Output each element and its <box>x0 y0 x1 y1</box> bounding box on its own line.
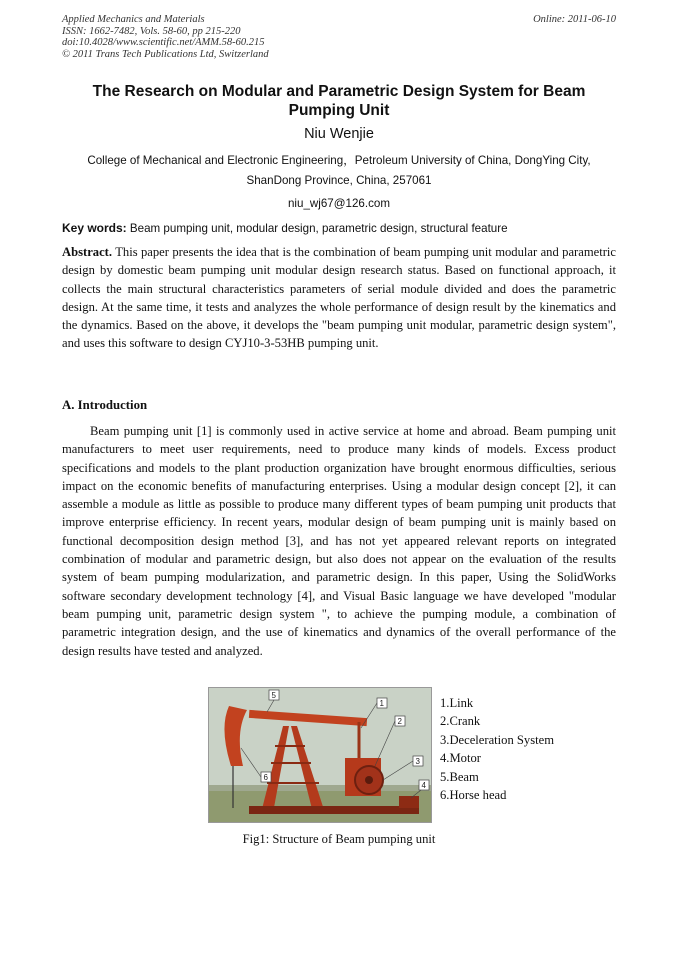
pumping-unit-illustration <box>209 688 431 822</box>
legend-item: 4.Motor <box>440 751 481 766</box>
abstract-text: This paper presents the idea that is the combination of beam pumping unit modular and parametric design by domestic beam pumping unit modular design research status. Based on functional approach, it collects the main structural characteristics parameters of serial module divided and does the parametric design. At the same time, it tests and analyzes the whole performance of design result by the kinematics and the dynamics. Based on the above, it develops the "beam pumping unit modular, parametric design system", and uses this software to design CYJ10-3-53HB pumping unit. <box>62 245 617 351</box>
keywords <box>62 221 616 235</box>
legend-item: 3.Deceleration System <box>440 732 555 747</box>
keywords-text: Beam pumping unit, modular design, parametric design, structural feature <box>129 222 508 235</box>
abstract <box>62 243 616 353</box>
legend-item: 2.Crank <box>440 714 481 729</box>
section-heading-introduction: A. Introduction <box>62 398 148 412</box>
callout-2: 2 <box>397 717 402 726</box>
affiliation: College of Mechanical and Electronic Engineering，Petroleum University of China, DongYing City, ShanDong Province, China, 257061 <box>87 154 591 187</box>
online-date: Online: 2011-06-10 <box>533 14 616 25</box>
copyright-line: © 2011 Trans Tech Publications Ltd, Switzerland <box>62 48 269 60</box>
callout-4: 4 <box>421 781 426 790</box>
abstract-label: Abstract. <box>62 245 113 259</box>
pumping-unit-photo <box>208 687 432 823</box>
journal-name: Applied Mechanics and Materials <box>62 14 205 25</box>
callout-6: 6 <box>263 773 268 782</box>
author-name: Niu Wenjie <box>304 126 374 142</box>
figure-legend <box>440 694 554 804</box>
legend-item: 1.Link <box>440 696 474 710</box>
journal-meta <box>62 14 269 60</box>
callout-5: 5 <box>271 691 276 700</box>
callout-1: 1 <box>379 699 384 708</box>
paper-title: The Research on Modular and Parametric Design System for Beam Pumping Unit <box>92 83 586 119</box>
figure-caption: Fig1: Structure of Beam pumping unit <box>242 832 436 846</box>
author-email[interactable]: niu_wj67@126.com <box>287 197 390 210</box>
legend-item: 6.Horse head <box>440 788 507 803</box>
issn-line: ISSN: 1662-7482, Vols. 58-60, pp 215-220 <box>62 25 241 37</box>
keywords-label: Key words: <box>62 221 127 235</box>
introduction-text: Beam pumping unit [1] is commonly used in active service at home and abroad. Beam pumping unit manufacturers to meet user requirements, need to produce many kinds of models. Excess product specifications and models to the plant production organization have brought enormous difficulties, serious impact on the economic benefits of manufacturing enterprises. Using a modular design concept [2], it can assemble a module as little as possible to produce many different types of beam pumping unit products that improve enterprise efficiency. In recent years, modular design of beam pumping unit is mainly based on functional decomposition design method [3], and has not yet appeared relevant reports on integrated combination of modular and parametric design, but also does not appear on the evaluation of the results system of beam pumping modularization, and parametric design. In this paper, Using the SolidWorks software secondary development technology [4], and Visual Basic language we have developed "modular beam pumping unit, parametric design system ", to achieve the pumping module, a combination of parametric integration design, and the use of kinematics and dynamics of the overall performance of the design results have tested and analyzed. <box>62 424 616 658</box>
legend-item: 5.Beam <box>440 769 479 784</box>
doi-line: doi:10.4028/www.scientific.net/AMM.58-60.215 <box>62 37 265 48</box>
callout-3: 3 <box>415 757 420 766</box>
